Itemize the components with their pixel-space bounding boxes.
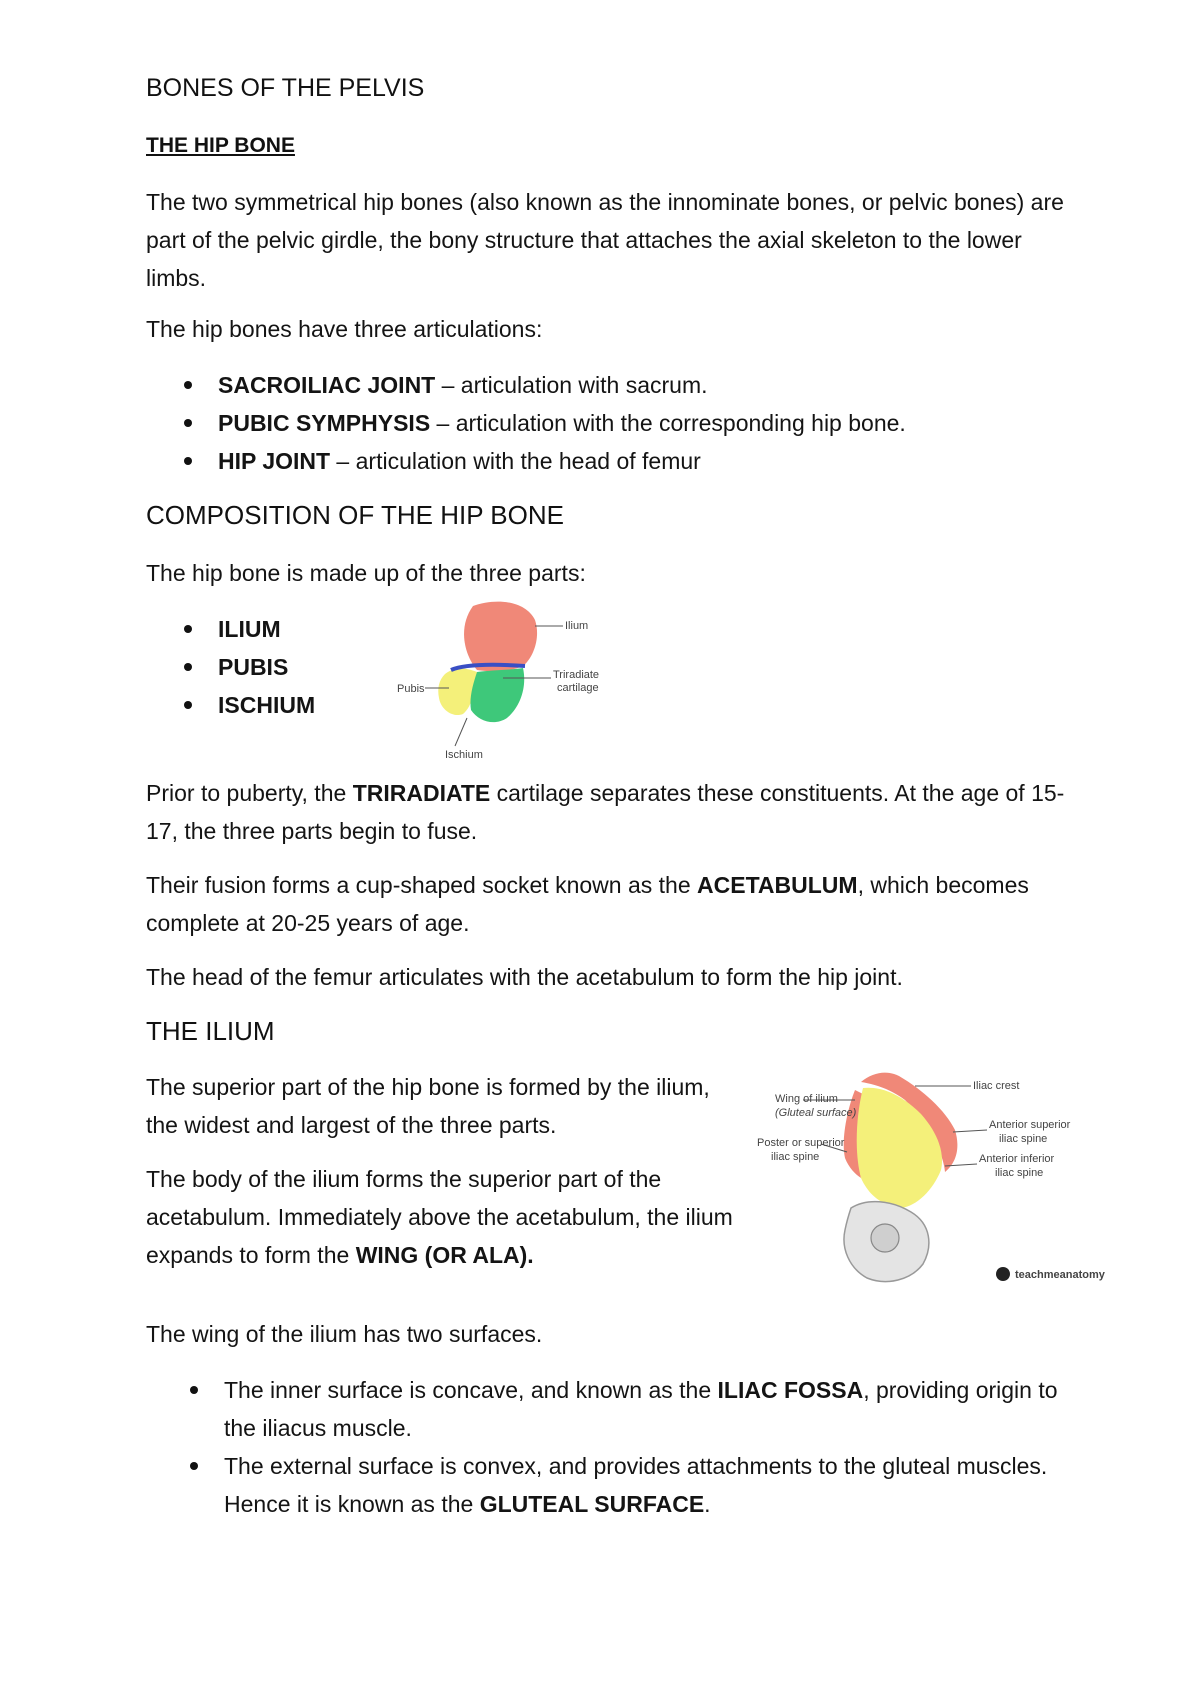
bullet-icon	[184, 625, 192, 633]
figure-label-anterior-superior: Anterior superior	[989, 1119, 1071, 1131]
ilium-region	[464, 602, 537, 672]
bullet-icon	[184, 381, 192, 389]
composition-intro: The hip bone is made up of the three parts:	[146, 560, 586, 586]
figure-label-triradiate: Triradiate	[553, 669, 600, 681]
term: ACETABULUM	[697, 872, 858, 898]
figure-label-iliac-spine: iliac spine	[771, 1151, 820, 1163]
ilium-figure	[755, 1060, 1105, 1290]
list-item: The external surface is convex, and provides attachments to the gluteal muscles. Hence it is known as the GLUTEAL SURFACE.	[146, 1447, 1076, 1523]
bullet-icon	[184, 419, 192, 427]
articulations-intro: The hip bones have three articulations:	[146, 316, 543, 342]
bullet-icon	[184, 701, 192, 709]
brand-logo-icon	[996, 1267, 1010, 1281]
acetabulum-socket	[871, 1224, 899, 1252]
term: HIP JOINT	[218, 448, 331, 474]
figure-label-pubis: Pubis	[397, 683, 425, 695]
term: ILIAC FOSSA	[717, 1377, 864, 1403]
list-item	[146, 366, 906, 404]
figure-label-iliac-spine-3: iliac spine	[995, 1167, 1044, 1179]
list-item	[146, 648, 315, 686]
figure-label-iliac-spine-2: iliac spine	[999, 1133, 1048, 1145]
figure-label-posterior-superior: Poster or superior	[757, 1137, 845, 1149]
list-item	[146, 442, 906, 480]
ilium-paragraph-2: The body of the ilium forms the superior part of the acetabulum. Immediately above the acetabulum, the ilium expands to form the WING (OR ALA).	[146, 1166, 733, 1268]
figure-label-anterior-inferior: Anterior inferior	[979, 1153, 1055, 1165]
figure-label-wing-sub: (Gluteal surface)	[775, 1107, 857, 1119]
page-title: BONES OF THE PELVIS	[146, 74, 425, 102]
term: GLUTEAL SURFACE	[479, 1491, 705, 1517]
list-item	[146, 404, 906, 442]
term: PUBIC SYMPHYSIS	[218, 410, 431, 436]
description: – articulation with the corresponding hip bone.	[430, 410, 906, 436]
list-item: The inner surface is concave, and known as the ILIAC FOSSA, providing origin to the iliacus muscle.	[146, 1371, 1076, 1447]
hip-joint-paragraph: The head of the femur articulates with the acetabulum to form the hip joint.	[146, 964, 903, 990]
part-name: ISCHIUM	[218, 692, 316, 718]
section-heading-ilium: THE ILIUM	[146, 1016, 275, 1046]
term: WING (OR ALA).	[355, 1242, 534, 1268]
parts-list	[146, 610, 315, 724]
hip-bone-composition-figure	[395, 598, 615, 763]
bullet-icon	[184, 663, 192, 671]
term: SACROILIAC JOINT	[218, 372, 436, 398]
figure-label-iliac-crest: Iliac crest	[973, 1080, 1020, 1092]
part-name: ILIUM	[218, 616, 281, 642]
figure-brand: teachmeanatomy	[1015, 1269, 1105, 1281]
bullet-icon	[190, 1462, 198, 1470]
figure-label-ischium: Ischium	[445, 749, 483, 761]
articulations-list	[146, 366, 906, 480]
hip-bone-intro-paragraph: The two symmetrical hip bones (also known as the innominate bones, or pelvic bones) are part of the pelvic girdle, the bony structure that attaches the axial skeleton to the lower limbs.	[146, 189, 1064, 291]
ilium-surfaces-list	[146, 1371, 1076, 1523]
figure-label-ilium: Ilium	[565, 620, 589, 632]
section-heading-composition: COMPOSITION OF THE HIP BONE	[146, 500, 564, 530]
ilium-paragraph-3: The wing of the ilium has two surfaces.	[146, 1321, 543, 1347]
figure-label-wing: Wing of ilium	[775, 1093, 838, 1105]
list-item	[146, 686, 315, 724]
ischium-region	[470, 668, 524, 722]
section-heading-hip-bone: THE HIP BONE	[146, 134, 295, 157]
description: – articulation with the head of femur	[330, 448, 701, 474]
description: – articulation with sacrum.	[435, 372, 708, 398]
figure-label-cartilage: cartilage	[557, 682, 599, 694]
acetabulum-paragraph: Their fusion forms a cup-shaped socket known as the ACETABULUM, which becomes complete at 20-25 years of age.	[146, 872, 1029, 936]
bullet-icon	[184, 457, 192, 465]
ilium-paragraph-1: The superior part of the hip bone is formed by the ilium, the widest and largest of the three parts.	[146, 1074, 710, 1138]
part-name: PUBIS	[218, 654, 289, 680]
list-item	[146, 610, 315, 648]
bullet-icon	[190, 1386, 198, 1394]
term: TRIRADIATE	[352, 780, 491, 806]
triradiate-paragraph: Prior to puberty, the TRIRADIATE cartilage separates these constituents. At the age of 15-17, the three parts begin to fuse.	[146, 780, 1065, 844]
